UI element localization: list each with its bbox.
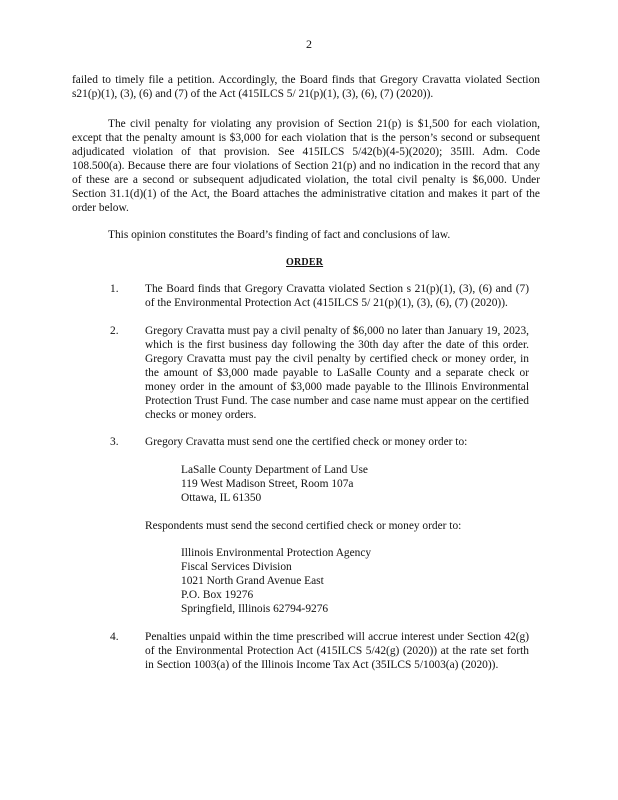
address-lasalle-county	[181, 463, 441, 505]
address-line: 119 West Madison Street, Room 107a	[181, 478, 354, 490]
address-line: Illinois Environmental Protection Agency	[181, 547, 372, 559]
paragraph-civil-penalty: The civil penalty for violating any provision of Section 21(p) is $1,500 for each violation, except that the penalty amount is $3,000 for each violation that is the person’s second or subsequent adjudicated violation of that provision. See 415ILCS 5/42(b)(4-5)(2020); 35Ill. Adm. Code 108.500(a). Because there are four violations of Section 21(p) and no indication in the record that any of these are a second or subsequent adjudicated violation, the total civil penalty is $6,000. Under Section 31.1(d)(1) of the Act, the Board attaches the administrative citation and makes it part of the order below.	[72, 118, 540, 214]
order-heading: ORDER	[286, 257, 324, 268]
page-number: 2	[306, 37, 312, 51]
address-line: Fiscal Services Division	[181, 561, 292, 573]
order-item-4-text: Penalties unpaid within the time prescribed will accrue interest under Section 42(g) of the Environmental Protection Act (415ILCS 5/42(g) (2020)) at the rate set forth in Section 1003(a) of the Illinois Income Tax Act (35ILCS 5/1003(a) (2020)).	[145, 631, 529, 671]
order-item-4-number: 4.	[110, 631, 119, 643]
order-item-2-text: Gregory Cravatta must pay a civil penalty of $6,000 no later than January 19, 2023, which is the first business day following the 30th day after the date of this order. Gregory Cravatta must pay the civil penalty by certified check or money order, in the amount of $3,000 made payable to LaSalle County and a separate check or money order in the amount of $3,000 made payable to the Illinois Environmental Protection Trust Fund. The case number and case name must appear on the certified checks or money orders.	[145, 325, 529, 421]
address-line: 1021 North Grand Avenue East	[181, 575, 324, 587]
paragraph-opinion-statement: This opinion constitutes the Board’s finding of fact and conclusions of law.	[108, 229, 451, 241]
address-illinois-epa	[181, 546, 441, 616]
order-item-3-number: 3.	[110, 436, 119, 448]
address-line: LaSalle County Department of Land Use	[181, 464, 368, 476]
order-item-1-text: The Board finds that Gregory Cravatta violated Section s 21(p)(1), (3), (6) and (7) of the Environmental Protection Act (415ILCS 5/ 21(p)(1), (3), (6), (7) (2020)).	[145, 283, 529, 309]
address-line: Ottawa, IL 61350	[181, 492, 262, 504]
order-item-3-second-text: Respondents must send the second certified check or money order to:	[145, 520, 462, 532]
order-item-2-number: 2.	[110, 325, 119, 337]
order-item-1-number: 1.	[110, 283, 119, 295]
address-line: Springfield, Illinois 62794-9276	[181, 603, 329, 615]
paragraph-violation-finding: failed to timely file a petition. Accordingly, the Board finds that Gregory Cravatta violated Section s21(p)(1), (3), (6) and (7) of the Act (415ILCS 5/ 21(p)(1), (3), (6), (7) (2020)).	[72, 74, 540, 100]
address-line: P.O. Box 19276	[181, 589, 254, 601]
order-item-3-text: Gregory Cravatta must send one the certified check or money order to:	[145, 436, 468, 448]
